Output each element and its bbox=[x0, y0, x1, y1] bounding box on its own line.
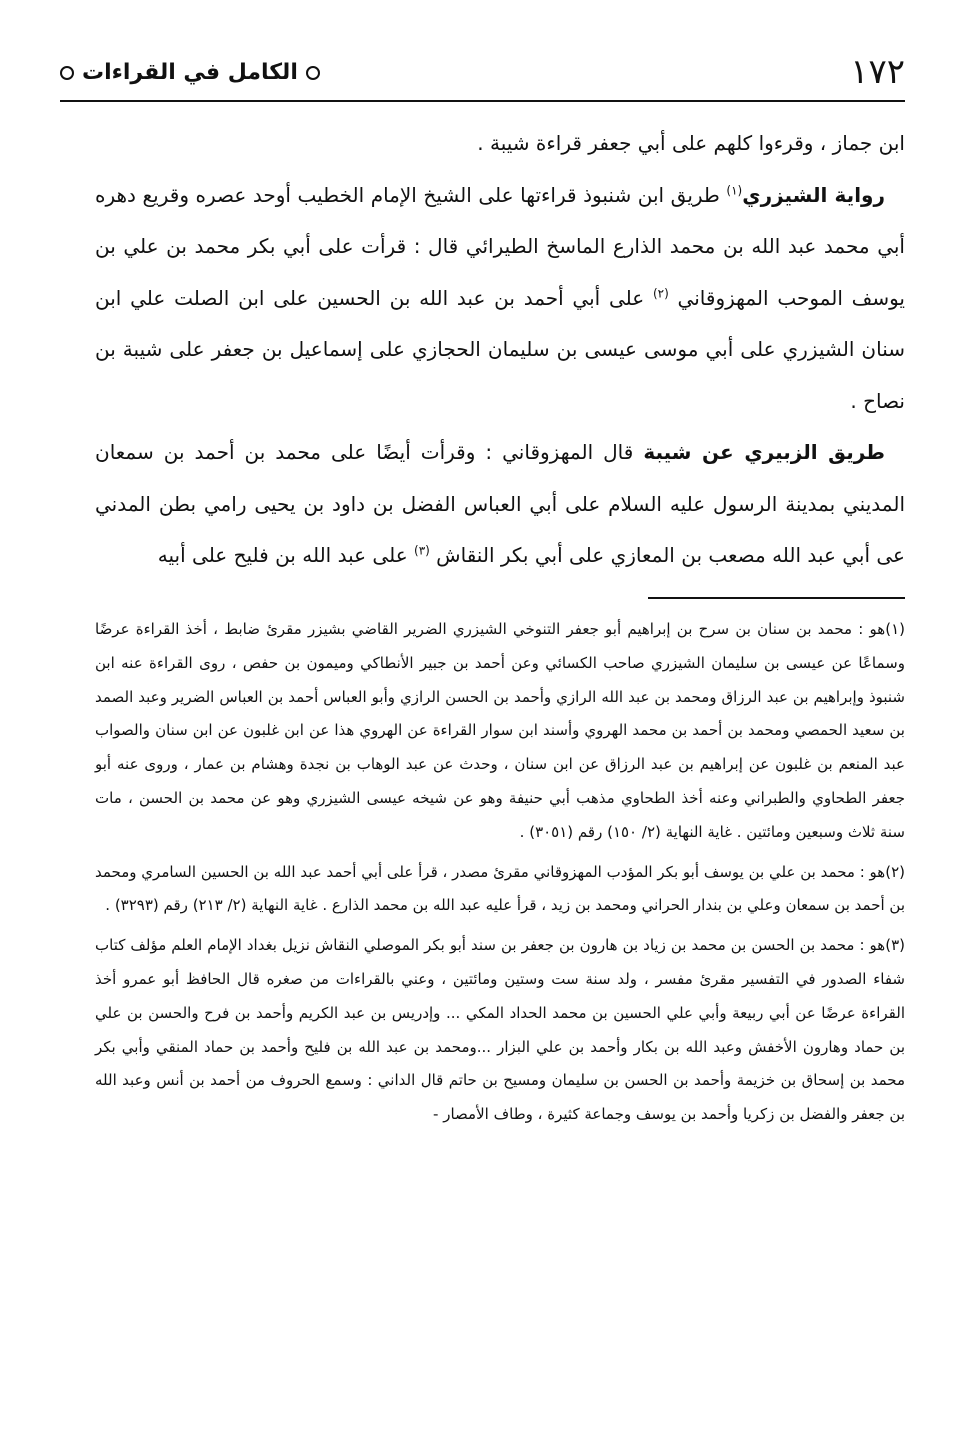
footnote-ref[interactable]: (٣) bbox=[414, 543, 430, 558]
section-heading: طريق الزبيري عن شيبة bbox=[643, 440, 885, 464]
footnotes bbox=[95, 613, 905, 1138]
footnote bbox=[95, 613, 905, 850]
footnote-number: (٣) bbox=[885, 936, 905, 955]
running-title bbox=[60, 58, 320, 88]
footnote-number: (٢) bbox=[885, 862, 905, 881]
header-rule bbox=[60, 100, 905, 102]
footnote bbox=[95, 856, 905, 924]
paragraph-text: قال المهزوقاني : وقرأت أيضًا على محمد بن أحمد بن سمعان المديني بمدينة الرسول عليه السلام على أبي العباس الفضل بن داود بن يحيى رامي بطن المدني عى أبي عبد الله مصعب بن المعازي على أبي بكر النقاش bbox=[95, 440, 905, 567]
paragraph-text: طريق ابن شنبوذ قراءتها على الشيخ الإمام الخطيب أوحد عصره وقريع دهره أبي محمد عبد الله بن محمد الذارع الماسخ الطيرائي قال : قرأت على أبي بكر محمد بن علي بن يوسف الموحب المهزوقاني bbox=[95, 182, 905, 310]
footnote-text: هو : محمد بن الحسن بن محمد بن زياد بن هارون بن جعفر بن سند أبو بكر الموصلي النقاش نزيل بغداد الإمام العلم مؤلف كتاب شفاء الصدور في التفسير مقرئ مفسر ، ولد سنة ست وستين ومائتين ، وعني بالقراءات من صغره قال الحافظ أبو عمرو أخذ القراءة عرضًا عن أبي ربيعة وأبي علي الحسين بن محمد الحداد المكي ... وإدريس بن عبد الكريم وأحمد بن فرح والحسن بن علي بن حماد وهارون الأخفش وعبد الله بن بكار وأحمد بن علي البزار ...ومحمد بن عبد الله بن فليح وأحمد بن حماد المنقي وأبي بكر محمد بن إسحاق بن خزيمة وأحمد بن الحسن بن سليمان ومسيح بن حاتم قال الداني : وسمع الحروف من أحمد بن أنس وعبد الله بن جعفر والفضل بن زكريا وأحمد بن يوسف وجماعة كثيرة ، وطاف الأمصار - bbox=[95, 936, 905, 1124]
paragraph bbox=[95, 118, 905, 170]
footnote-ref[interactable]: (٢) bbox=[652, 285, 669, 300]
running-title-text: الكامل في القراءات bbox=[82, 60, 298, 85]
footnote-text: هو : محمد بن علي بن يوسف أبو بكر المؤدب المهزوقاني مقرئ مصدر ، قرأ على أبي أحمد عبد الله بن الحسين السامري ومحمد بن أحمد بن سمعان وعلي بن بندار الحراني ومحمد بن زيد ، قرأ عليه عبد الله بن محمد الذارع . غاية النهاية (٢/ ٢١٣) رقم (٣٢٩٣) . bbox=[95, 862, 905, 915]
paragraph bbox=[95, 427, 905, 582]
footnote-text: هو : محمد بن سنان بن سرح بن إبراهيم أبو جعفر التنوخي الشيزري الضرير القاضي بشيزر مقرئ ضابط ، أخذ القراءة عرضًا وسماعًا عن عيسى بن سليمان الشيزري صاحب الكسائي وعن أحمد بن جبير الأنطاكي وميمون بن حفص ، روى القراءة عنه ابن شنبوذ وإبراهيم بن عبد الرزاق ومحمد بن عبد الله الرازي وأحمد بن الحسن الرازي وأبو العباس أحمد بن العباس الضرير وعبد الصمد بن سعيد الحمصي ومحمد بن أحمد بن محمد الهروي وأسند ابن سوار القراءة عن الهروي هذا عن ابن غلبون عن ابن سنان والصواب عبد المنعم بن غلبون عن إبراهيم بن عبد الرزاق عن ابن سنان ، وحدث عن عبد الوهاب بن نجدة وهشام بن عمار ، وروى عنه أبو جعفر الطحاوي والطبراني وعنه أخذ الطحاوي مذهب أبي حنيفة وهو عن شيخه عيسى الشيزري وهو عن محمد بن الحسن ، مات سنة ثلاث وسبعين ومائتين . غاية النهاية (٢/ ١٥٠) رقم (٣٠٥١) . bbox=[95, 620, 905, 841]
footnote-ref[interactable]: (١) bbox=[726, 182, 743, 197]
paragraph-text: على أبي أحمد بن عبد الله بن الحسين على ابن الصلت علي ابن سنان الشيزري على أبي موسى عيسى بن سليمان الحجازي على إسماعيل بن جعفر على شيبة بن نصاح . bbox=[95, 285, 905, 413]
page-number: ١٧٢ bbox=[850, 52, 905, 92]
page-header bbox=[60, 52, 905, 102]
paragraph-text: ابن جماز ، وقرءوا كلهم على أبي جعفر قراءة شيبة . bbox=[477, 131, 905, 155]
paragraph bbox=[95, 170, 905, 428]
section-heading: رواية الشيزري bbox=[742, 182, 885, 207]
footnote-number: (١) bbox=[885, 620, 905, 638]
footnote bbox=[95, 929, 905, 1132]
circle-ornament-icon bbox=[60, 66, 74, 80]
main-text bbox=[95, 118, 905, 582]
circle-ornament-icon bbox=[306, 66, 320, 80]
footnote-separator bbox=[648, 597, 905, 599]
paragraph-text: على عبد الله بن فليح على أبيه bbox=[157, 543, 414, 567]
